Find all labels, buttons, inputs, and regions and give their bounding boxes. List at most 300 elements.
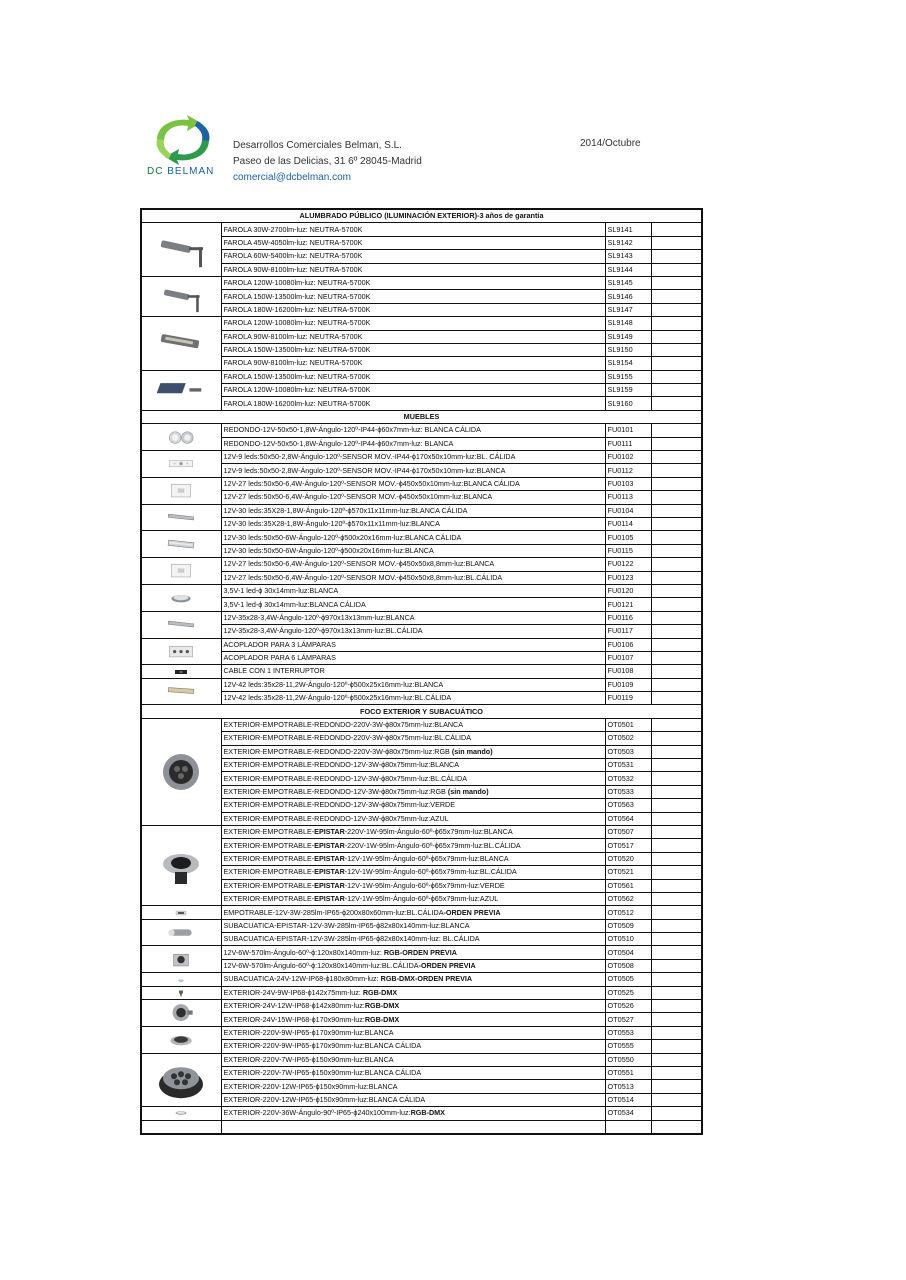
product-code: SL9145 xyxy=(605,276,651,289)
description-brand: EPISTAR xyxy=(314,840,345,850)
blank-cell xyxy=(651,464,702,477)
product-code: OT0504 xyxy=(605,946,651,959)
product-code: FU0102 xyxy=(605,451,651,464)
product-code: OT0509 xyxy=(605,919,651,932)
table-row xyxy=(141,558,702,571)
blank-cell xyxy=(651,866,702,879)
product-description xyxy=(221,1080,605,1093)
product-code: SL9155 xyxy=(605,370,651,383)
product-description xyxy=(221,437,605,450)
tube-product-icon xyxy=(155,922,207,943)
description-prefix: EXTERIOR-EMPOTRABLE- xyxy=(223,894,315,904)
product-image-cell xyxy=(141,638,221,665)
product-description xyxy=(221,1013,605,1026)
product-code: FU0117 xyxy=(605,625,651,638)
product-image-cell xyxy=(141,825,221,905)
product-code: OT0521 xyxy=(605,866,651,879)
blank-cell xyxy=(651,759,702,772)
disc-small-product-icon xyxy=(155,975,207,985)
description-text: FAROLA 150W-13500lm-luz: NEUTRA-5700K xyxy=(223,291,371,301)
product-description xyxy=(221,491,605,504)
table-row xyxy=(141,785,702,798)
product-code: FU0115 xyxy=(605,544,651,557)
table-row xyxy=(141,732,702,745)
description-text: EXTERIOR-EMPOTRABLE-REDONDO-12V-3W-ϕ80x75mm-luz:VERDE xyxy=(223,800,456,810)
product-description xyxy=(221,665,605,678)
description-text: 12V-30 leds:50x50-6W-Ángulo-120º-ϕ500x20x16mm-luz:BLANCA xyxy=(223,545,434,555)
product-image-cell xyxy=(141,946,221,973)
disc-wide-product-icon xyxy=(155,1108,207,1118)
blank-cell xyxy=(651,625,702,638)
blank-cell xyxy=(651,584,702,597)
bar-product-icon xyxy=(155,507,207,528)
table-row xyxy=(141,946,702,959)
table-row xyxy=(141,384,702,397)
round-pair-product-icon xyxy=(155,427,207,448)
description-text: EXTERIOR-220V-12W-IP65-ϕ150x90mm-luz:BLANCA CÁLIDA xyxy=(223,1094,426,1104)
product-code: OT0508 xyxy=(605,959,651,972)
blank-cell xyxy=(651,236,702,249)
table-row xyxy=(141,1000,702,1013)
product-code: SL9141 xyxy=(605,223,651,236)
product-description xyxy=(221,879,605,892)
product-code: OT0564 xyxy=(605,812,651,825)
product-description xyxy=(221,1000,605,1013)
product-description xyxy=(221,825,605,838)
description-emphasis: (sin mando) xyxy=(447,786,489,796)
product-code: SL9159 xyxy=(605,384,651,397)
table-row xyxy=(141,531,702,544)
spot-round-product-icon xyxy=(155,1002,207,1023)
description-text: FAROLA 120W-10080lm-luz: NEUTRA-5700K xyxy=(223,318,371,328)
blank-cell xyxy=(651,343,702,356)
blank-cell xyxy=(651,491,702,504)
description-text: EXTERIOR-220V-7W-IP65-ϕ150x90mm-luz:BLANCA xyxy=(223,1054,394,1064)
product-description xyxy=(221,852,605,865)
product-code: FU0108 xyxy=(605,665,651,678)
product-description xyxy=(221,290,605,303)
table-row xyxy=(141,1040,702,1053)
description-text: -12V-1W-95lm-Ángulo-60º-ϕ65x79mm-luz:BLANCA xyxy=(344,853,509,863)
product-image-cell xyxy=(141,665,221,678)
description-text: 12V-30 leds:50x50-6W-Ángulo-120º-ϕ500x20x16mm-luz:BLANCA CÁLIDA xyxy=(223,532,462,542)
description-brand: EPISTAR xyxy=(314,827,345,837)
description-text: EXTERIOR-EMPOTRABLE-REDONDO-220V-3W-ϕ80x75mm-luz:RGB xyxy=(223,746,452,756)
blank-cell xyxy=(651,611,702,624)
blank-cell xyxy=(651,665,702,678)
description-prefix: EXTERIOR-EMPOTRABLE- xyxy=(223,840,315,850)
product-code: OT0520 xyxy=(605,852,651,865)
panel-product-icon xyxy=(155,480,207,501)
product-code: OT0526 xyxy=(605,1000,651,1013)
product-description xyxy=(221,986,605,999)
product-code: OT0510 xyxy=(605,933,651,946)
product-image-cell xyxy=(141,1053,221,1107)
product-description xyxy=(221,223,605,236)
blank-cell xyxy=(651,384,702,397)
product-description xyxy=(221,357,605,370)
table-row xyxy=(141,745,702,758)
product-description xyxy=(221,544,605,557)
table-row xyxy=(141,919,702,932)
product-description xyxy=(221,732,605,745)
product-code: FU0106 xyxy=(605,638,651,651)
description-text: EXTERIOR-EMPOTRABLE-REDONDO-220V-3W-ϕ80x75mm-luz:BL.CÁLIDA xyxy=(223,733,472,743)
description-text: EXTERIOR-220V-9W-IP65-ϕ170x90mm-luz:BLANCA xyxy=(223,1028,394,1038)
table-row xyxy=(141,986,702,999)
description-text: FAROLA 90W-8100lm-luz: NEUTRA-5700K xyxy=(223,358,363,368)
blank-cell xyxy=(651,531,702,544)
table-row xyxy=(141,263,702,276)
product-description xyxy=(221,651,605,664)
description-text: 3,5V-1 led-ϕ 30x14mm-luz:BLANCA CÁLIDA xyxy=(223,599,366,609)
product-description xyxy=(221,625,605,638)
product-code: SL9142 xyxy=(605,236,651,249)
description-prefix: EXTERIOR-EMPOTRABLE- xyxy=(223,853,315,863)
product-description xyxy=(221,250,605,263)
blank-cell xyxy=(651,906,702,919)
product-code: OT0550 xyxy=(605,1053,651,1066)
product-description xyxy=(221,906,605,919)
product-description xyxy=(221,584,605,597)
product-code: SL9143 xyxy=(605,250,651,263)
blank-cell xyxy=(651,718,702,731)
table-row xyxy=(141,357,702,370)
description-text: 12V-27 leds:50x50-6,4W-Ángulo-120º-SENSOR MOV.-ϕ450x50x10mm-luz:BLANCA CÁLIDA xyxy=(223,479,520,488)
description-text: EXTERIOR-EMPOTRABLE-REDONDO-220V-3W-ϕ80x75mm-luz:BLANCA xyxy=(223,720,464,730)
blank-cell xyxy=(651,785,702,798)
product-image-cell xyxy=(141,906,221,919)
product-description xyxy=(221,638,605,651)
blank-cell xyxy=(651,330,702,343)
product-description xyxy=(221,718,605,731)
description-emphasis: -ORDEN PREVIA xyxy=(418,961,476,971)
blank-cell xyxy=(651,1053,702,1066)
product-description xyxy=(221,477,605,490)
product-description xyxy=(221,946,605,959)
bar-leds-product-icon xyxy=(155,681,207,702)
table-row xyxy=(141,692,702,705)
description-text: EXTERIOR-24V-12W-IP68-ϕ142x80mm-luz: xyxy=(223,1001,365,1011)
disc-product-icon xyxy=(155,1029,207,1050)
spot-big-product-icon xyxy=(155,1057,207,1103)
product-description xyxy=(221,1053,605,1066)
description-text: 12V-9 leds:50x50-2,8W-Ángulo-120º-SENSOR MOV.-IP44-ϕ170x50x10mm-luz:BLANCA xyxy=(223,465,506,475)
table-row xyxy=(141,678,702,691)
table-row xyxy=(141,959,702,972)
blank-cell xyxy=(651,558,702,571)
description-text: FAROLA 30W-2700lm-luz: NEUTRA-5700K xyxy=(223,224,363,234)
product-code: OT0553 xyxy=(605,1026,651,1039)
product-code: OT0512 xyxy=(605,906,651,919)
product-code: SL9160 xyxy=(605,397,651,410)
blank-cell xyxy=(651,370,702,383)
description-text: EMPOTRABLE-12V-3W-285lm-IP65-ϕ200x80x60mm-luz:BL.CÁLIDA xyxy=(223,907,444,917)
section-header xyxy=(141,209,702,223)
product-description xyxy=(221,571,605,584)
blank-cell xyxy=(651,263,702,276)
table-row xyxy=(141,759,702,772)
product-description xyxy=(221,451,605,464)
table-row xyxy=(141,973,702,986)
product-description xyxy=(221,598,605,611)
table-row xyxy=(141,1080,702,1093)
product-description xyxy=(221,919,605,932)
description-text: EXTERIOR-EMPOTRABLE-REDONDO-12V-3W-ϕ80x75mm-luz:BLANCA xyxy=(223,760,460,770)
description-text: FAROLA 60W-5400lm-luz: NEUTRA-5700K xyxy=(223,251,363,261)
blank-cell xyxy=(651,692,702,705)
product-code: OT0533 xyxy=(605,785,651,798)
blank-cell xyxy=(651,504,702,517)
product-image-cell xyxy=(141,1107,221,1120)
product-description xyxy=(221,236,605,249)
product-image-cell xyxy=(141,558,221,585)
product-description xyxy=(221,745,605,758)
blank-cell xyxy=(651,678,702,691)
product-description xyxy=(221,330,605,343)
product-code: OT0517 xyxy=(605,839,651,852)
streetlight-box-product-icon xyxy=(155,373,207,407)
product-code: OT0534 xyxy=(605,1107,651,1120)
cable-product-icon xyxy=(155,667,207,677)
product-code: FU0103 xyxy=(605,477,651,490)
description-brand: EPISTAR xyxy=(314,880,345,890)
product-code: OT0505 xyxy=(605,973,651,986)
table-row xyxy=(141,437,702,450)
description-emphasis: RGB-ORDEN PREVIA xyxy=(383,947,457,957)
table-row xyxy=(141,772,702,785)
product-code: SL9147 xyxy=(605,303,651,316)
company-name: Desarrollos Comerciales Belman, S.L. xyxy=(233,140,402,151)
table-row xyxy=(141,317,702,330)
product-code: FU0120 xyxy=(605,584,651,597)
product-image-cell xyxy=(141,477,221,504)
blank-cell xyxy=(651,357,702,370)
table-row xyxy=(141,611,702,624)
table-row xyxy=(141,424,702,437)
product-description xyxy=(221,839,605,852)
description-text: FAROLA 180W-16200lm-luz: NEUTRA-5700K xyxy=(223,304,371,314)
product-code: FU0122 xyxy=(605,558,651,571)
product-description xyxy=(221,504,605,517)
product-image-cell xyxy=(141,424,221,451)
blank-cell xyxy=(651,250,702,263)
product-code: OT0501 xyxy=(605,718,651,731)
ground-epistar-product-icon xyxy=(155,836,207,896)
description-emphasis: RGB-DMX xyxy=(364,1014,400,1024)
product-description xyxy=(221,785,605,798)
company-email[interactable]: comercial@dcbelman.com xyxy=(233,172,351,183)
product-code: OT0551 xyxy=(605,1067,651,1080)
table-row xyxy=(141,852,702,865)
product-description xyxy=(221,303,605,316)
section-header xyxy=(141,410,702,423)
description-text: 12V-42 leds:35x28-11,2W-Ángulo-120º-ϕ500x25x16mm-luz:BL.CÁLIDA xyxy=(223,693,452,703)
description-prefix: EXTERIOR-EMPOTRABLE- xyxy=(223,867,315,877)
description-text: SUBACUATICA-24V-12W-IP68-ϕ180x80mm-luz: xyxy=(223,974,381,984)
blank-cell xyxy=(651,946,702,959)
blank-cell xyxy=(651,933,702,946)
product-code: FU0123 xyxy=(605,571,651,584)
table-row xyxy=(141,276,702,289)
table-row xyxy=(141,477,702,490)
description-text: EXTERIOR-EMPOTRABLE-REDONDO-12V-3W-ϕ80x75mm-luz:BL.CÁLIDA xyxy=(223,773,468,783)
blank-cell xyxy=(651,1093,702,1106)
product-description xyxy=(221,1107,605,1120)
blank-cell xyxy=(651,745,702,758)
table-row xyxy=(141,491,702,504)
table-row xyxy=(141,290,702,303)
streetlight-product-icon xyxy=(155,226,207,272)
product-code: SL9144 xyxy=(605,263,651,276)
table-row xyxy=(141,718,702,731)
product-description xyxy=(221,812,605,825)
table-row xyxy=(141,464,702,477)
product-description xyxy=(221,397,605,410)
product-code: SL9154 xyxy=(605,357,651,370)
product-code: OT0561 xyxy=(605,879,651,892)
product-image-cell xyxy=(141,276,221,316)
product-description xyxy=(221,1093,605,1106)
blank-cell xyxy=(651,544,702,557)
bar-thick-product-icon xyxy=(155,534,207,555)
product-code: OT0507 xyxy=(605,825,651,838)
product-code: SL9146 xyxy=(605,290,651,303)
blank-cell xyxy=(651,812,702,825)
company-address: Paseo de las Delicias, 31 6º 28045-Madrid xyxy=(233,156,422,167)
description-text: FAROLA 120W-10080lm-luz: NEUTRA-5700K xyxy=(223,385,371,395)
panel-small-product-icon xyxy=(155,453,207,474)
blank-cell xyxy=(651,1067,702,1080)
blank-cell xyxy=(651,651,702,664)
rect-dark-product-icon xyxy=(155,908,207,918)
product-code: SL9148 xyxy=(605,317,651,330)
description-text: 12V-30 leds:35X28-1,8W-Ángulo-120º-ϕ570x11x11mm-luz:BLANCA CÁLIDA xyxy=(223,505,468,515)
blank-cell xyxy=(651,892,702,905)
product-description xyxy=(221,692,605,705)
description-brand: EPISTAR xyxy=(314,894,345,904)
product-description xyxy=(221,1067,605,1080)
product-image-cell xyxy=(141,370,221,410)
product-code: FU0116 xyxy=(605,611,651,624)
blank-cell xyxy=(651,397,702,410)
blank-cell xyxy=(651,879,702,892)
description-text: EXTERIOR-24V-15W-IP68-ϕ170x90mm-luz: xyxy=(223,1014,365,1024)
description-text: REDONDO-12V-50x50-1,8W-Ángulo-120º-IP44-ϕ60x7mm-luz: BLANCA xyxy=(223,438,454,448)
description-text: FAROLA 90W-8100lm-luz: NEUTRA-5700K xyxy=(223,264,363,274)
blank-cell xyxy=(651,1080,702,1093)
blank-cell xyxy=(651,571,702,584)
product-image-cell xyxy=(141,584,221,611)
product-code: FU0119 xyxy=(605,692,651,705)
description-text: -12V-1W-95lm-Ángulo-60º-ϕ65x79mm-luz:VERDE xyxy=(344,880,505,890)
table-row xyxy=(141,598,702,611)
blank-cell xyxy=(651,732,702,745)
description-text: 12V-35x28-3,4W-Ángulo-120º-ϕ970x13x13mm-luz:BL.CÁLIDA xyxy=(223,626,423,636)
blank-cell xyxy=(651,638,702,651)
ground-round-product-icon xyxy=(155,742,207,802)
table-row xyxy=(141,504,702,517)
table-row xyxy=(141,638,702,651)
description-text: FAROLA 150W-13500lm-luz: NEUTRA-5700K xyxy=(223,345,371,355)
blank-cell xyxy=(221,1120,605,1134)
product-image-cell xyxy=(141,611,221,638)
product-image-cell xyxy=(141,317,221,371)
table-row xyxy=(141,571,702,584)
product-code: FU0113 xyxy=(605,491,651,504)
table-row xyxy=(141,1013,702,1026)
table-row xyxy=(141,625,702,638)
blank-cell xyxy=(651,276,702,289)
table-row xyxy=(141,839,702,852)
section-header xyxy=(141,705,702,718)
blank-cell xyxy=(651,1000,702,1013)
blank-cell xyxy=(651,303,702,316)
description-text: REDONDO-12V-50x50-1,8W-Ángulo-120º-IP44-ϕ60x7mm-luz: BLANCA CÁLIDA xyxy=(223,425,481,435)
description-text: -220V-1W-95lm-Ángulo-60º-ϕ65x79mm-luz:BLANCA xyxy=(344,827,513,837)
description-emphasis: RGB-DMX xyxy=(362,987,398,997)
table-row xyxy=(141,879,702,892)
product-code: OT0514 xyxy=(605,1093,651,1106)
section-title: ALUMBRADO PÚBLICO (ILUMINACIÓN EXTERIOR)-3 años de garantía xyxy=(141,209,702,223)
coupler-product-icon xyxy=(155,641,207,662)
product-image-cell xyxy=(141,531,221,558)
product-description xyxy=(221,263,605,276)
product-description xyxy=(221,1040,605,1053)
product-code: FU0111 xyxy=(605,437,651,450)
product-image-cell xyxy=(141,1026,221,1053)
description-text: EXTERIOR-EMPOTRABLE-REDONDO-12V-3W-ϕ80x75mm-luz:AZUL xyxy=(223,813,449,823)
description-emphasis: RGB-DMX xyxy=(364,1001,400,1011)
product-description xyxy=(221,1026,605,1039)
bar-product-icon xyxy=(155,614,207,635)
description-prefix: EXTERIOR-EMPOTRABLE- xyxy=(223,880,315,890)
product-code: OT0531 xyxy=(605,759,651,772)
spike-product-icon xyxy=(155,988,207,998)
puck-product-icon xyxy=(155,587,207,608)
table-row xyxy=(141,812,702,825)
product-description xyxy=(221,678,605,691)
product-code: OT0525 xyxy=(605,986,651,999)
product-code: FU0104 xyxy=(605,504,651,517)
table-row xyxy=(141,544,702,557)
table-row xyxy=(141,250,702,263)
blank-cell xyxy=(605,1120,651,1134)
product-code: SL9150 xyxy=(605,343,651,356)
blank-cell xyxy=(651,1107,702,1120)
table-row xyxy=(141,1053,702,1066)
product-image-cell xyxy=(141,1000,221,1027)
blank-cell xyxy=(651,852,702,865)
blank-cell xyxy=(651,986,702,999)
product-description xyxy=(221,317,605,330)
product-code: FU0112 xyxy=(605,464,651,477)
recycle-arrows-icon xyxy=(149,114,217,166)
product-code: OT0532 xyxy=(605,772,651,785)
description-text: FAROLA 120W-10080lm-luz: NEUTRA-5700K xyxy=(223,278,371,288)
blank-cell xyxy=(651,799,702,812)
product-code: FU0105 xyxy=(605,531,651,544)
logo-wordmark: DC BELMAN xyxy=(147,166,215,177)
empty-row xyxy=(141,1120,702,1134)
product-image-cell xyxy=(141,678,221,705)
product-code: OT0555 xyxy=(605,1040,651,1053)
description-text: 12V-9 leds:50x50-2,8W-Ángulo-120º-SENSOR MOV.-IP44-ϕ170x50x10mm-luz:BL. CÁLIDA xyxy=(223,452,516,462)
blank-cell xyxy=(651,1013,702,1026)
product-image-cell xyxy=(141,504,221,531)
product-code: FU0109 xyxy=(605,678,651,691)
blank-cell xyxy=(651,477,702,490)
